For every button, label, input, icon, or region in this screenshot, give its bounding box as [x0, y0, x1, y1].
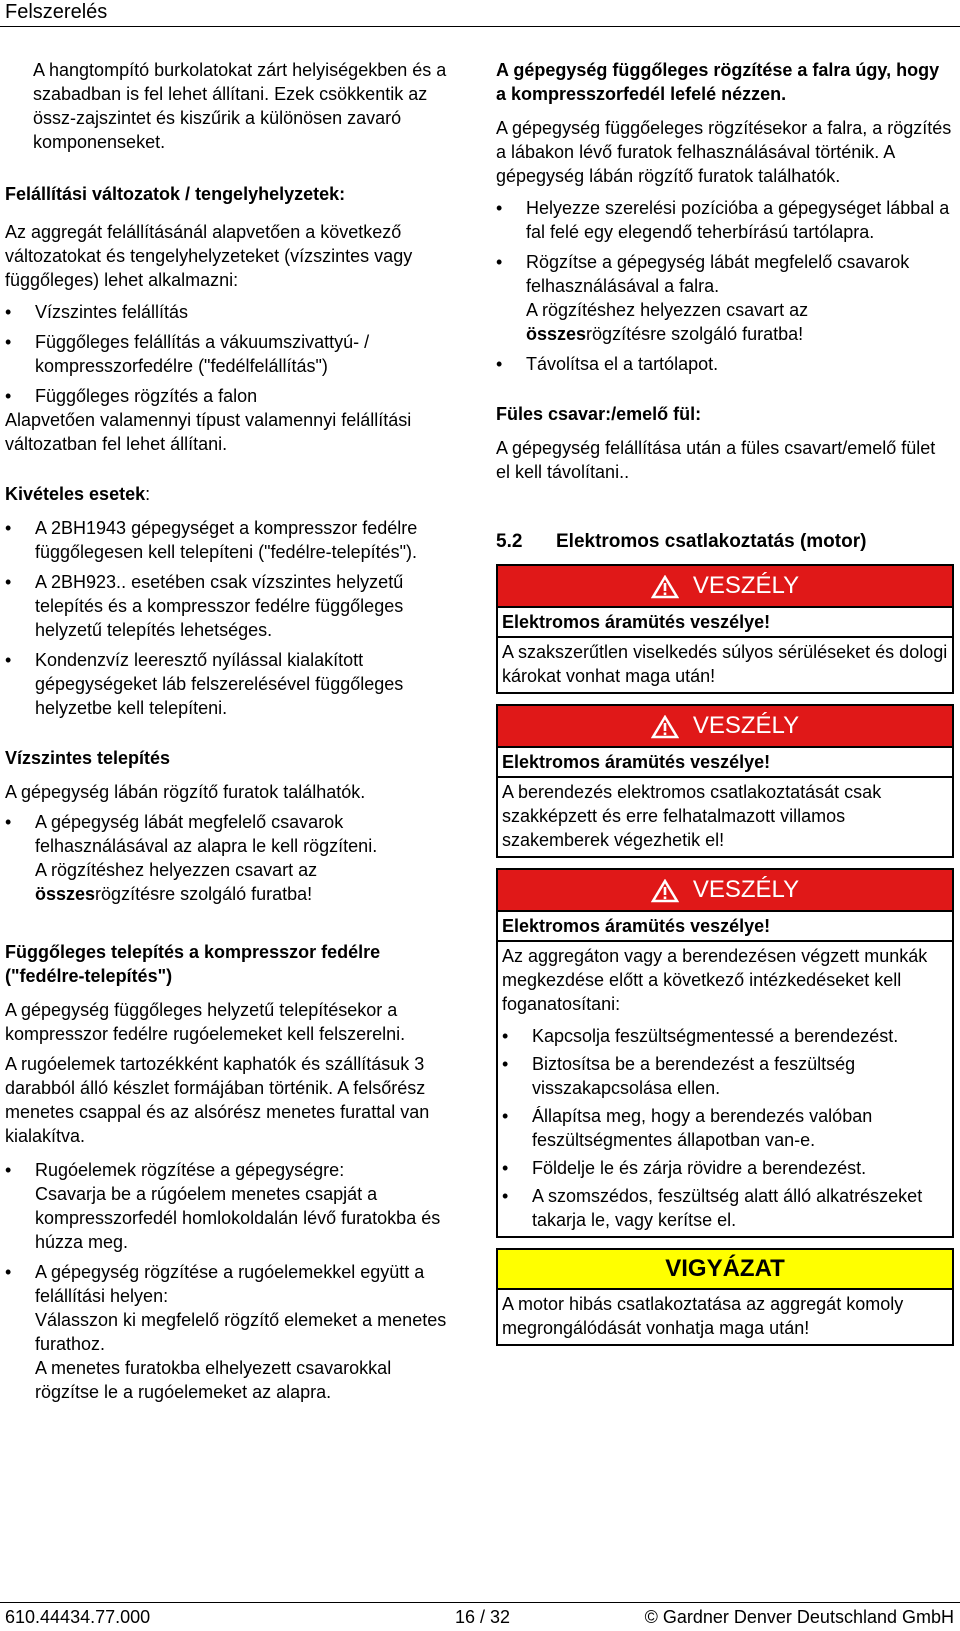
- danger-body: A szakszerűtlen viselkedés súlyos sérüléseket és dologi károkat vonhat maga után!: [502, 642, 948, 686]
- danger-box-2: [496, 704, 954, 858]
- intro-block: [5, 58, 460, 154]
- danger-box-1: [496, 564, 954, 694]
- caution-box: [496, 1248, 954, 1346]
- danger-header: VESZÉLY: [498, 870, 952, 912]
- section-number: 5.2: [496, 531, 523, 552]
- vertical-list: [5, 1158, 460, 1404]
- list-item: • Függőleges rögzítés a falon: [5, 384, 460, 408]
- list-item: • Állapítsa meg, hogy a berendezés valóban feszültségmentes állapotban van-e.: [502, 1104, 948, 1152]
- variants-text: Az aggregát felállításánál alapvetően a következő változatokat és tengelyhelyzeteket (vízszintes vagy függőleges) lehet alkalmazni:: [5, 222, 413, 290]
- list-item: • A gépegység rögzítése a rugóelemekkel együtt a felállítási helyen: Válasszon ki megfelelő rögzítő elemeket a menetes furathoz. A menetes furatokba elhelyezett csavarokkal rögzítse le a rugóelemeket az alapra.: [5, 1260, 460, 1404]
- lug-text: A gépegység felállítása után a füles csavart/emelő fület el kell távolítani..: [496, 438, 936, 482]
- exceptions-heading: Kivételes esetek:: [5, 484, 151, 504]
- vertical-text-2: A rugóelemek tartozékként kaphatók és szállításuk 3 darabból álló készlet formájában történik. A felsőrész menetes csappal és az alsórész menetes furattal van kialakítva.: [5, 1054, 430, 1146]
- list-item: • A 2BH1943 gépegységet a kompresszor fedélre függőlegesen kell telepíteni ("fedélre-telepítés").: [5, 516, 460, 564]
- warning-icon: [651, 575, 679, 599]
- left-column: [5, 58, 460, 1404]
- list-item: • A gépegység lábát megfelelő csavarok felhasználásával az alapra le kell rögzíteni. A rögzítéshez helyezzen csavart az összesrögzítésre szolgáló furatba!: [5, 810, 460, 906]
- caution-body: A motor hibás csatlakoztatása az aggregát komoly megrongálódását vonhatja maga után!: [502, 1294, 904, 1338]
- wall-list: [496, 196, 954, 376]
- right-column: [496, 58, 954, 1346]
- list-item: • Rugóelemek rögzítése a gépegységre: Csavarja be a rúgóelem menetes csapját a kompresszorfedél homlokoldalán lévő furatokba és húzza meg.: [5, 1158, 460, 1254]
- list-item: • A szomszédos, feszültség alatt álló alkatrészeket takarja le, vagy kerítse el.: [502, 1184, 948, 1232]
- wall-heading: A gépegység függőleges rögzítése a falra úgy, hogy a kompresszorfedél lefelé nézzen.: [496, 60, 940, 104]
- list-item: • Rögzítse a gépegység lábát megfelelő csavarok felhasználásával a falra. A rögzítéshez helyezzen csavart az összesrögzítésre szolgáló furatba!: [496, 250, 954, 346]
- intro-text: A hangtompító burkolatokat zárt helyiségekben és a szabadban is fel lehet állítani. Ezek csökkentik az össz-zajszintet és kiszűrik a különösen zavaró komponenseket.: [33, 60, 447, 152]
- list-item: • Biztosítsa be a berendezést a feszültség visszakapcsolása ellen.: [502, 1052, 948, 1100]
- danger-header: VESZÉLY: [498, 566, 952, 608]
- danger-subtitle: Elektromos áramütés veszélye!: [498, 748, 952, 778]
- variants-note: Alapvetően valamennyi típust valamennyi felállítási változatban fel lehet állítani.: [5, 410, 412, 454]
- list-item: • Kapcsolja feszültségmentessé a berendezést.: [502, 1024, 948, 1048]
- list-item: • Kondenzvíz leeresztő nyílással kialakított gépegységeket láb felszerelésével függőleges helyzetbe kell telepíteni.: [5, 648, 460, 720]
- list-item: • Függőleges felállítás a vákuumszivattyú- / kompresszorfedélre ("fedélfelállítás"): [5, 330, 460, 378]
- danger-subtitle: Elektromos áramütés veszélye!: [498, 608, 952, 638]
- vertical-heading: Függőleges telepítés a kompresszor fedélre ("fedélre-telepítés"): [5, 942, 381, 986]
- warning-icon: [651, 879, 679, 903]
- list-item: • Távolítsa el a tartólapot.: [496, 352, 954, 376]
- horizontal-list: [5, 810, 460, 906]
- copyright: © Gardner Denver Deutschland GmbH: [644, 1607, 954, 1627]
- danger-body: A berendezés elektromos csatlakoztatását csak szakképzett és erre felhatalmazott villamos szakemberek végezhetik el!: [502, 782, 882, 850]
- list-item: • A 2BH923.. esetében csak vízszintes helyzetű telepítés és a kompresszor fedélre függőleges helyzetű telepítés lehetséges.: [5, 570, 460, 642]
- wall-text: A gépegység függőeleges rögzítésekor a falra, a rögzítés a lábakon lévő furatok felhasználásával történik. A gépegység lábán rögzítő furatok találhatók.: [496, 118, 952, 186]
- header-title: Felszerelés: [5, 1, 108, 23]
- doc-number: 610.44434.77.000: [5, 1607, 151, 1627]
- danger-box-3: [496, 868, 954, 1238]
- page-footer: [0, 1602, 960, 1631]
- vertical-text-1: A gépegység függőleges helyzetű telepítésekor a kompresszor fedélre rugóelemeket kell felszerelni.: [5, 1000, 406, 1044]
- list-item: • Vízszintes felállítás: [5, 300, 460, 324]
- horizontal-text: A gépegység lábán rögzítő furatok találhatók.: [5, 782, 366, 802]
- exceptions-list: [5, 516, 460, 720]
- page-header: [0, 0, 960, 27]
- caution-header: VIGYÁZAT: [498, 1250, 952, 1290]
- section-title: 5.2 Elektromos csatlakoztatás (motor): [496, 531, 867, 552]
- list-item: • Földelje le és zárja rövidre a berendezést.: [502, 1156, 948, 1180]
- danger-subtitle: Elektromos áramütés veszélye!: [498, 912, 952, 942]
- lug-heading: Füles csavar:/emelő fül:: [496, 404, 702, 424]
- variants-list: [5, 300, 460, 408]
- page-number: 16 / 32: [455, 1607, 511, 1627]
- danger-header: VESZÉLY: [498, 706, 952, 748]
- variants-heading: Felállítási változatok / tengelyhelyzetek:: [5, 184, 346, 204]
- horizontal-heading: Vízszintes telepítés: [5, 748, 171, 768]
- list-item: • Helyezze szerelési pozícióba a gépegységet lábbal a fal felé egy elegendő teherbírású tartólapra.: [496, 196, 954, 244]
- danger-body: Az aggregáton vagy a berendezésen végzett munkák megkezdése előtt a következő intézkedéseket kell foganatosítani: • Kapcsolja feszültségmentessé a berendezést. • Biztosítsa be a berendezést a feszültség visszakapcsolása ellen. • Állapítsa meg, hogy a berendezés valóban feszültségmentes állapotban van-e. • Földelje le és zárja rövidre a berendezést. • A szomszédos, feszültség alatt álló alkatrészeket takarja le, vagy kerítse el.: [498, 942, 952, 1236]
- danger-list: [502, 1024, 948, 1232]
- warning-icon: [651, 715, 679, 739]
